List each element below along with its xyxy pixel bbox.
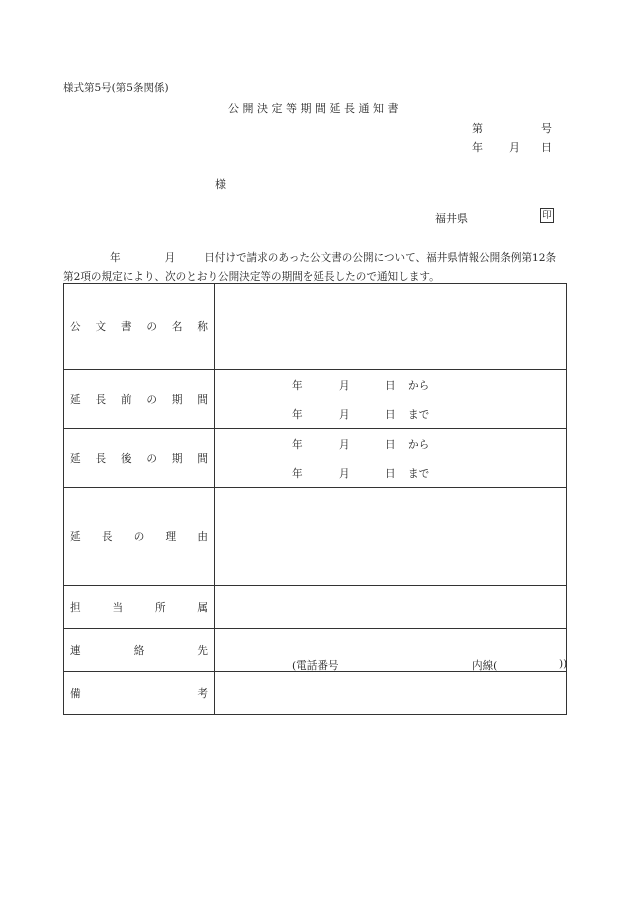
contact-closing: )): [559, 658, 568, 670]
issuer-name: 福井県: [435, 212, 468, 225]
form-number: 様式第5号(第5条関係): [63, 82, 169, 94]
body-paragraph: [63, 249, 568, 287]
document-number-suffix: 号: [541, 122, 552, 135]
body-text-line1: 日付けで請求のあった公文書の公開について、福井県情報公開条例第12条: [204, 252, 557, 264]
document-title: 公開決定等期間延長通知書: [228, 102, 402, 115]
addressee-suffix: 様: [215, 178, 226, 191]
table-row: [64, 672, 567, 715]
seal-mark: 印: [540, 208, 554, 223]
table-row: [64, 629, 567, 672]
period-after-label: 延 長 後 の 期 間: [64, 429, 215, 488]
extension-label: 内線(: [472, 660, 498, 672]
body-year: 年: [110, 252, 121, 264]
table-row: [64, 370, 567, 429]
period-after-value[interactable]: 年 月 日 から 年 月 日 まで: [215, 429, 567, 488]
document-name-label: 公 文 書 の 名 称: [64, 284, 215, 370]
contact-label: 連 絡 先: [64, 629, 215, 672]
body-month: 月: [164, 252, 176, 264]
table-row: [64, 284, 567, 370]
document-name-value[interactable]: [215, 284, 567, 370]
extension-details-table: [63, 283, 567, 715]
issue-date-year: 年: [472, 141, 483, 154]
phone-number-label: (電話番号: [292, 660, 339, 672]
department-label: 担 当 所 属: [64, 586, 215, 629]
issue-date-month: 月: [509, 141, 520, 154]
reason-value[interactable]: [215, 488, 567, 586]
contact-value[interactable]: [215, 629, 567, 672]
document-number-prefix: 第: [472, 122, 483, 135]
table-row: [64, 488, 567, 586]
department-value[interactable]: [215, 586, 567, 629]
period-before-label: 延 長 前 の 期 間: [64, 370, 215, 429]
table-row: [64, 429, 567, 488]
issue-date-day: 日: [541, 141, 552, 154]
reason-label: 延 長 の 理 由: [64, 488, 215, 586]
table-row: [64, 586, 567, 629]
remarks-label: 備 考: [64, 672, 215, 715]
body-text-line2: 第2項の規定により、次のとおり公開決定等の期間を延長したので通知します。: [63, 271, 440, 283]
period-before-value[interactable]: 年 月 日 から 年 月 日 まで: [215, 370, 567, 429]
remarks-value[interactable]: [215, 672, 567, 715]
